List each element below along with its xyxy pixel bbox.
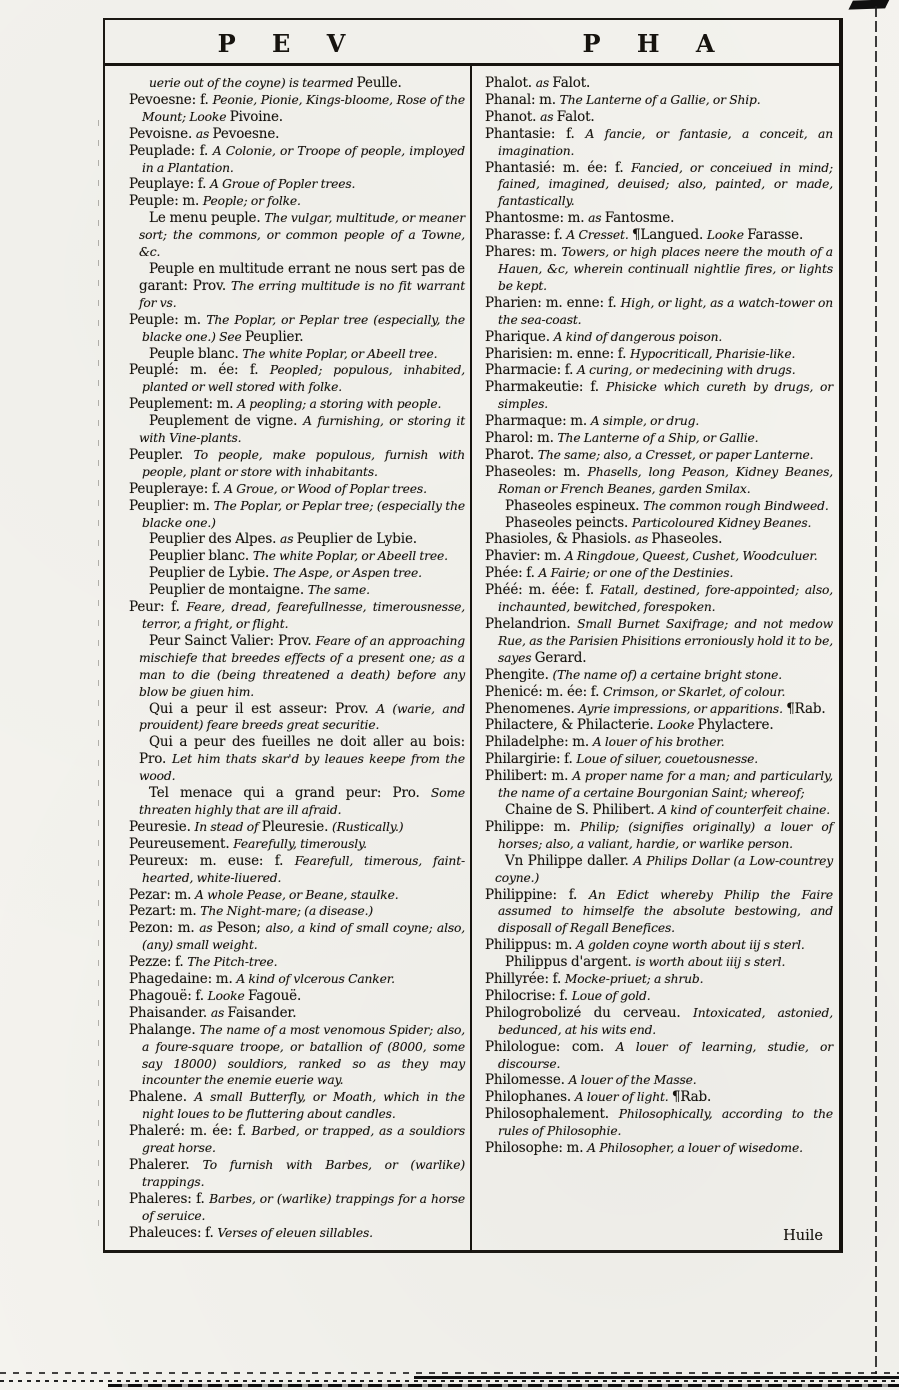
dictionary-entry	[129, 582, 465, 599]
headword-text: Philippus: m.	[485, 937, 576, 954]
page-frame	[103, 18, 843, 1253]
definition-text: The Poplar, or Peplar tree; (especially the blacke one.)	[142, 498, 465, 530]
headword-text: Pharique.	[485, 328, 554, 345]
headword-text: Pevoesne.	[212, 125, 280, 142]
headword-text: Qui a peur des fueilles ne doit aller au bois: Pro.	[139, 734, 465, 768]
dictionary-entry	[129, 701, 465, 735]
headword-text: Peuplier blanc.	[149, 548, 253, 565]
dictionary-entry	[485, 295, 833, 329]
definition-text: A furnishing, or storing it with Vine-plants.	[139, 414, 465, 446]
headword-text: Pleuresie.	[261, 818, 333, 835]
headword-text: Peuplé: m. ée: f.	[129, 362, 270, 379]
dictionary-entry	[485, 430, 833, 447]
dictionary-entry	[129, 1191, 465, 1225]
headword-text: Philadelphe: m.	[485, 734, 593, 751]
definition-text: Verses of eleuen sillables.	[217, 1225, 373, 1240]
dictionary-entry	[485, 684, 833, 701]
headword-text: Peulle.	[356, 75, 402, 91]
definition-text: The vulgar, multitude, or meaner sort; the commons, or common people of a Towne, &c.	[139, 211, 465, 260]
definition-text: Some threaten highly that are ill afraid.	[139, 786, 465, 817]
headword-text: ¶Rab.	[786, 700, 826, 717]
headword-text: Phaisander.	[129, 1004, 211, 1021]
dictionary-entry	[485, 1072, 833, 1089]
dictionary-entry	[485, 1005, 833, 1039]
definition-text: uerie out of the coyne) is tearmed	[149, 76, 357, 90]
headword-text: Pharisien: m. enne: f.	[485, 345, 631, 362]
definition-text: Ayrie impressions, or apparitions.	[578, 701, 787, 716]
definition-text: (Rustically.)	[332, 819, 404, 834]
dictionary-entry	[129, 498, 465, 532]
definition-text: A louer of light.	[574, 1090, 672, 1105]
headword-text: Phaleuces: f.	[129, 1224, 218, 1241]
definition-text: An Edict whereby Philip the Faire assumed to himselfe the absolute bestowing, and disposall of Regall Benefices.	[498, 887, 833, 936]
dictionary-entry	[129, 92, 465, 126]
dictionary-entry	[485, 160, 833, 211]
headword-text: Phengite.	[485, 666, 553, 683]
headword-text: Phaleres: f.	[129, 1190, 210, 1207]
headword-text: Phaseoles.	[651, 531, 723, 548]
dictionary-entry	[485, 1106, 833, 1140]
dictionary-entry	[485, 616, 833, 667]
definition-text: A louer of learning, studie, or discourse.	[498, 1039, 833, 1071]
headword-text: Peuplier de montaigne.	[149, 582, 308, 599]
dictionary-entry	[485, 971, 833, 988]
headword-text: Philomesse.	[485, 1072, 569, 1089]
headword-text: Pharol: m.	[485, 430, 558, 447]
headword-text: Phenicé: m. ée: f.	[485, 683, 604, 700]
dictionary-entry	[129, 853, 465, 887]
headword-text: Pezon: m.	[129, 920, 200, 937]
headword-text: Falot.	[552, 75, 591, 91]
headword-text: Peuple blanc.	[149, 345, 243, 362]
right-column-entries	[472, 66, 839, 1252]
headword-text: Philippine: f.	[485, 886, 589, 903]
dictionary-entry	[485, 582, 833, 616]
headword-text: Philibert: m.	[485, 768, 573, 785]
dictionary-entry	[129, 261, 465, 312]
headword-text: Phée: f.	[485, 565, 539, 582]
definition-text: A kind of counterfeit chaine.	[658, 802, 831, 817]
definition-text: Peopled; populous, inhabited, planted or well stored with folke.	[142, 363, 465, 395]
dictionary-entry	[485, 1089, 833, 1106]
dictionary-entry	[485, 937, 833, 954]
dictionary-entry	[485, 802, 833, 819]
definition-text: Small Burnet Saxifrage; and not medow Rue, as the Parisien Phisitions erroniously hold it to be, sayes	[498, 617, 833, 665]
definition-text: A fancie, or fantasie, a conceit, an imagination.	[498, 126, 833, 158]
headword-text: Peuplement de vigne.	[149, 413, 304, 430]
definition-text: Phisicke which cureth by drugs, or simples.	[498, 380, 833, 412]
definition-text: In stead of	[194, 819, 262, 834]
definition-text: A whole Pease, or Beane, staulke.	[195, 887, 399, 902]
definition-text: as	[280, 532, 297, 547]
dictionary-entry	[129, 346, 465, 363]
right-edge-scan-artifact	[875, 6, 877, 1374]
definition-text: A louer of the Masse.	[568, 1073, 697, 1088]
headword-text: Peuplier.	[245, 328, 304, 345]
headword-text: Farasse.	[747, 227, 804, 244]
headword-text: Peuplement: m.	[129, 396, 238, 413]
definition-text: Let him thats skar'd by leaues keepe from the wood.	[139, 752, 465, 784]
dictionary-entry	[129, 176, 465, 193]
headword-text: Phanot.	[485, 108, 541, 125]
headword-text: Phaleré: m. ée: f.	[129, 1123, 252, 1140]
definition-text: The common rough Bindweed.	[643, 498, 829, 513]
headword-text: Pharien: m. enne: f.	[485, 294, 621, 311]
headword-text: Peur Sainct Valier: Prov.	[149, 632, 316, 649]
headword-text: Le menu peuple.	[149, 210, 265, 227]
definition-text: The name of a most venomous Spider; also, a foure-square troope, or batallion of (8000, some say 18000) souldiors, ranked so as they may incounter the enemie euerie way.	[142, 1022, 466, 1088]
dictionary-entry	[129, 971, 465, 988]
dictionary-entry	[485, 413, 833, 430]
headword-text: Pezart: m.	[129, 903, 201, 920]
headword-text: Phalerer.	[129, 1157, 203, 1173]
dictionary-entry	[129, 1089, 465, 1123]
headword-text: Peur: f.	[129, 599, 187, 616]
running-header	[105, 20, 839, 66]
dictionary-entry	[485, 210, 833, 227]
dictionary-entry	[485, 75, 833, 92]
bottom-scan-artifact	[0, 1370, 899, 1390]
left-column-entries	[105, 66, 472, 1252]
headword-text: Phalene.	[129, 1089, 195, 1106]
dictionary-entry	[485, 531, 833, 548]
definition-text: Feare, dread, fearefullnesse, timerousnesse, terror, a fright, or flight.	[142, 600, 465, 631]
dictionary-entry	[129, 1123, 465, 1157]
definition-text: Particoloured Kidney Beanes.	[631, 515, 812, 530]
dictionary-entry	[485, 701, 833, 718]
definition-text: is worth about iiij s sterl.	[635, 955, 786, 970]
definition-text: as	[540, 109, 557, 124]
definition-text: The Pitch-tree.	[187, 955, 278, 970]
headword-text: Phagouë: f.	[129, 987, 208, 1004]
dictionary-entry	[485, 346, 833, 363]
dictionary-entry	[485, 667, 833, 684]
definition-text: The Aspe, or Aspen tree.	[272, 566, 422, 581]
definition-text: Feare of an approaching mischiefe that breedes effects of a present one; as a man to die (being threatened a death) before any blow be giuen him.	[139, 633, 465, 699]
top-right-ink-mark	[848, 0, 889, 10]
dictionary-entry	[485, 954, 833, 971]
definition-text: To furnish with Barbes, or (warlike) trappings.	[142, 1158, 465, 1189]
dictionary-entry	[485, 515, 833, 532]
definition-text: Hypocriticall, Pharisie-like.	[630, 346, 796, 361]
headword-text: Philocrise: f.	[485, 987, 572, 1004]
headword-text: Peuplier: m.	[129, 497, 214, 514]
definition-text: A Cresset.	[566, 228, 632, 243]
dictionary-entry	[129, 362, 465, 396]
definition-text: To people, make populous, furnish with people, plant or store with inhabitants.	[142, 447, 465, 479]
dictionary-entry	[485, 734, 833, 751]
definition-text: Philosophically, according to the rules of Philosophie.	[498, 1107, 833, 1139]
definition-text: Crimson, or Skarlet, of colour.	[603, 684, 786, 699]
dictionary-entry	[485, 498, 833, 515]
dictionary-entry	[129, 531, 465, 548]
definition-text: Fatall, destined, fore-appointed; also, inchaunted, bewitched, forespoken.	[498, 583, 833, 615]
text-columns	[105, 66, 839, 1252]
dictionary-entry	[485, 92, 833, 109]
definition-text: The Night-mare; (a disease.)	[200, 904, 374, 919]
left-edge-scan-artifact	[98, 120, 99, 1240]
dictionary-entry	[129, 396, 465, 413]
definition-text: High, or light, as a watch-tower on the sea-coast.	[498, 295, 833, 327]
definition-text: Fearefull, timerous, faint-hearted, white-liuered.	[142, 853, 465, 885]
catchword: Huile	[783, 1228, 823, 1244]
definition-text: Mocke-priuet; a shrub.	[564, 972, 704, 987]
definition-text: A Groue of Popler trees.	[209, 177, 356, 192]
headword-text: Faisander.	[227, 1004, 297, 1021]
dictionary-entry	[129, 734, 465, 785]
headword-text: Pezar: m.	[129, 886, 196, 903]
definition-text: A golden coyne worth about iij s sterl.	[575, 938, 805, 953]
dictionary-entry	[129, 785, 465, 819]
definition-text: A proper name for a man; and particularly, the name of a certaine Bourgonian Saint; whereof;	[498, 769, 833, 801]
dictionary-entry	[129, 210, 465, 261]
dictionary-entry	[485, 244, 833, 295]
dictionary-entry	[485, 565, 833, 582]
dictionary-entry	[129, 836, 465, 853]
dictionary-entry	[129, 1225, 465, 1242]
headword-text: Phanal: m.	[485, 91, 560, 108]
dictionary-entry	[129, 819, 465, 836]
definition-text: A kind of vlcerous Canker.	[236, 972, 395, 987]
header-right-title: P H A	[582, 29, 729, 58]
headword-text: Peuple: m.	[129, 193, 203, 210]
headword-text: Phillyrée: f.	[485, 971, 565, 988]
headword-text: Peson;	[216, 920, 266, 937]
definition-text: The Lanterne of a Ship, or Gallie.	[557, 431, 759, 446]
dictionary-entry	[129, 903, 465, 920]
definition-text: Loue of gold.	[571, 988, 651, 1003]
dictionary-entry	[129, 565, 465, 582]
definition-text: A curing, or medecining with drugs.	[577, 363, 796, 378]
headword-text: Pevoesne: f.	[129, 91, 213, 108]
headword-text: Phylactere.	[697, 717, 774, 734]
definition-text: A small Butterfly, or Moath, which in the night loues to be fluttering about candles.	[142, 1090, 465, 1122]
dictionary-entry	[485, 447, 833, 464]
definition-text: A kind of dangerous poison.	[553, 329, 723, 344]
definition-text: A Fairie; or one of the Destinies.	[538, 566, 734, 581]
dictionary-entry	[485, 227, 833, 244]
dictionary-entry	[129, 1022, 465, 1090]
dictionary-entry	[129, 548, 465, 565]
definition-text: The Poplar, or Peplar tree (especially, the blacke one.) See	[142, 312, 465, 344]
definition-text: The white Poplar, or Abeell tree.	[242, 346, 438, 361]
headword-text: Phagedaine: m.	[129, 971, 237, 988]
headword-text: Phares: m.	[485, 244, 562, 261]
headword-text: Philogrobolizé du cerveau.	[485, 1004, 693, 1021]
definition-text: Barbes, or (warlike) trappings for a horse of seruice.	[142, 1191, 465, 1223]
definition-text: A Colonie, or Troope of people, imployed in a Plantation.	[142, 143, 465, 175]
headword-text: Pharmacie: f.	[485, 362, 578, 379]
headword-text: Philosophalement.	[485, 1106, 619, 1123]
headword-text: Phaseoles espineux.	[505, 497, 644, 514]
headword-text: Peuresie.	[129, 818, 195, 835]
definition-text: A (warie, and prouident) feare breeds great securitie.	[139, 701, 465, 733]
headword-text: Pezze: f.	[129, 954, 188, 971]
header-left-title: P E V	[217, 29, 360, 58]
headword-text: Pivoine.	[229, 108, 283, 125]
definition-text: Towers, or high places neere the mouth of a Hauen, &c, wherein continuall nightlie fires, or lights be kept.	[498, 245, 833, 293]
headword-text: Phenomenes.	[485, 700, 579, 717]
definition-text: Looke	[207, 988, 248, 1003]
headword-text: Phaseoles: m.	[485, 463, 588, 480]
headword-text: Peuplaye: f.	[129, 176, 210, 193]
dictionary-entry	[129, 1005, 465, 1022]
headword-text: Phéé: m. éée: f.	[485, 582, 601, 599]
definition-text: as	[535, 76, 553, 90]
dictionary-entry	[485, 379, 833, 413]
headword-text: Phavier: m.	[485, 548, 565, 565]
dictionary-entry	[485, 1039, 833, 1073]
definition-text: Intoxicated, astonied, bedunced, at his wits end.	[498, 1005, 833, 1037]
definition-text: as	[195, 126, 213, 141]
definition-text: Barbed, or trapped, as a souldiors great horse.	[142, 1124, 465, 1156]
definition-text: A peopling; a storing with people.	[237, 397, 442, 412]
dictionary-entry	[129, 193, 465, 210]
headword-text: Pharmaque: m.	[485, 413, 591, 430]
definition-text: Looke	[657, 718, 698, 733]
definition-text: The Lanterne of a Gallie, or Ship.	[559, 92, 761, 107]
definition-text: as	[634, 532, 652, 547]
headword-text: Peuplier de Lybie.	[296, 531, 417, 548]
headword-text: Pharasse: f.	[485, 227, 567, 244]
headword-text: Peuplier des Alpes.	[149, 531, 281, 548]
headword-text: Vn Philippe daller.	[505, 852, 634, 869]
dictionary-entry	[129, 481, 465, 498]
dictionary-entry	[129, 1157, 465, 1191]
headword-text: Phasioles, & Phasiols.	[485, 531, 635, 548]
headword-text: Phantasie: f.	[485, 125, 586, 142]
definition-text: Looke	[706, 228, 748, 243]
definition-text: People; or folke.	[202, 194, 301, 209]
definition-text: The erring multitude is no fit warrant for vs.	[139, 278, 465, 310]
dictionary-entry	[129, 312, 465, 346]
definition-text: as	[210, 1005, 228, 1020]
definition-text: A Philosopher, a louer of wisedome.	[587, 1141, 803, 1156]
dictionary-entry	[485, 109, 833, 126]
dictionary-entry	[485, 768, 833, 802]
headword-text: ¶Langued.	[631, 227, 707, 244]
definition-text: as	[588, 211, 605, 226]
headword-text: Peupleraye: f.	[129, 480, 225, 497]
headword-text: Tel menace qui a grand peur: Pro.	[149, 785, 431, 802]
headword-text: Peuplier de Lybie.	[149, 565, 273, 582]
dictionary-entry	[129, 954, 465, 971]
headword-text: Peuplade: f.	[129, 142, 213, 159]
headword-text: Peuple en multitude errant ne nous sert pas de garant: Prov.	[139, 260, 465, 294]
headword-text: Fantosme.	[604, 210, 675, 227]
headword-text: Pevoisne.	[129, 125, 196, 142]
headword-text: Phantasié: m. ée: f.	[485, 159, 632, 176]
definition-text: Loue of siluer, couetousnesse.	[576, 752, 758, 767]
dictionary-entry	[485, 548, 833, 565]
headword-text: Phalot.	[485, 75, 536, 91]
headword-text: Pharmakeutie: f.	[485, 379, 606, 396]
headword-text: Phantosme: m.	[485, 210, 589, 227]
definition-text: A Ringdoue, Queest, Cushet, Woodculuer.	[564, 549, 818, 564]
headword-text: Peureusement.	[129, 835, 234, 852]
headword-text: Philologue: com.	[485, 1038, 616, 1055]
definition-text: A Groue, or Wood of Poplar trees.	[224, 481, 427, 496]
definition-text: Peonie, Pionie, Kings-bloome, Rose of the Mount; Looke	[142, 92, 465, 124]
dictionary-entry	[129, 413, 465, 447]
headword-text: Peureux: m. euse: f.	[129, 852, 295, 869]
headword-text: Falot.	[556, 108, 595, 125]
dictionary-entry	[485, 853, 833, 887]
definition-text: Fancied, or conceiued in mind; fained, imagined, deuised; also, painted, or made, fantastically.	[498, 160, 833, 209]
dictionary-entry	[129, 447, 465, 481]
headword-text: Philosophe: m.	[485, 1140, 588, 1157]
dictionary-entry	[129, 887, 465, 904]
dictionary-entry	[485, 126, 833, 160]
dictionary-entry	[485, 464, 833, 498]
definition-text: Phasells, long Peason, Kidney Beanes, Roman or French Beanes, garden Smilax.	[498, 464, 833, 496]
headword-text: Phelandrion.	[485, 616, 578, 632]
headword-text: Pharot.	[485, 446, 538, 463]
definition-text: Fearefully, timerously.	[233, 836, 367, 851]
definition-text: as	[199, 921, 217, 936]
dictionary-entry	[129, 126, 465, 143]
dictionary-entry	[485, 717, 833, 734]
dictionary-entry	[485, 819, 833, 853]
dictionary-entry	[485, 751, 833, 768]
dictionary-entry	[129, 920, 465, 954]
headword-text: Philactere, & Philacterie.	[485, 717, 658, 734]
headword-text: Philophanes.	[485, 1089, 575, 1106]
dictionary-entry	[485, 362, 833, 379]
headword-text: Peupler.	[129, 446, 194, 463]
dictionary-entry	[485, 887, 833, 938]
definition-text: Philip; (signifies originally) a louer of horses; also, a valiant, hardie, or warlike person.	[498, 819, 833, 851]
headword-text: Phalange.	[129, 1021, 200, 1038]
headword-text: Chaine de S. Philibert.	[505, 801, 659, 818]
headword-text: ¶Rab.	[671, 1089, 712, 1106]
definition-text: The same.	[307, 583, 370, 598]
headword-text: Fagouë.	[247, 987, 302, 1004]
dictionary-entry	[485, 329, 833, 346]
definition-text: (The name of) a certaine bright stone.	[552, 667, 782, 682]
headword-text: Phaseoles peincts.	[505, 514, 632, 531]
headword-text: Philargirie: f.	[485, 751, 577, 768]
definition-text: The white Poplar, or Abeell tree.	[252, 549, 448, 564]
definition-text: A simple, or drug.	[590, 414, 700, 429]
dictionary-entry	[129, 599, 465, 633]
definition-text: The same; also, a Cresset, or paper Lanterne.	[537, 447, 814, 462]
headword-text: Peuple: m.	[129, 311, 207, 328]
headword-text: Qui a peur il est asseur: Prov.	[149, 700, 377, 717]
dictionary-entry	[485, 988, 833, 1005]
definition-text: also, a kind of small coyne; also, (any) small weight.	[142, 921, 466, 953]
definition-text: A Philips Dollar (a Low-countrey coyne.)	[495, 853, 833, 885]
headword-text: Gerard.	[534, 649, 587, 666]
headword-text: Philippe: m.	[485, 818, 581, 835]
headword-text: Philippus d'argent.	[505, 954, 636, 971]
dictionary-entry	[485, 1140, 833, 1157]
dictionary-entry	[129, 143, 465, 177]
dictionary-entry	[129, 75, 465, 92]
definition-text: A louer of his brother.	[592, 735, 725, 750]
dictionary-entry	[129, 633, 465, 701]
dictionary-entry	[129, 988, 465, 1005]
